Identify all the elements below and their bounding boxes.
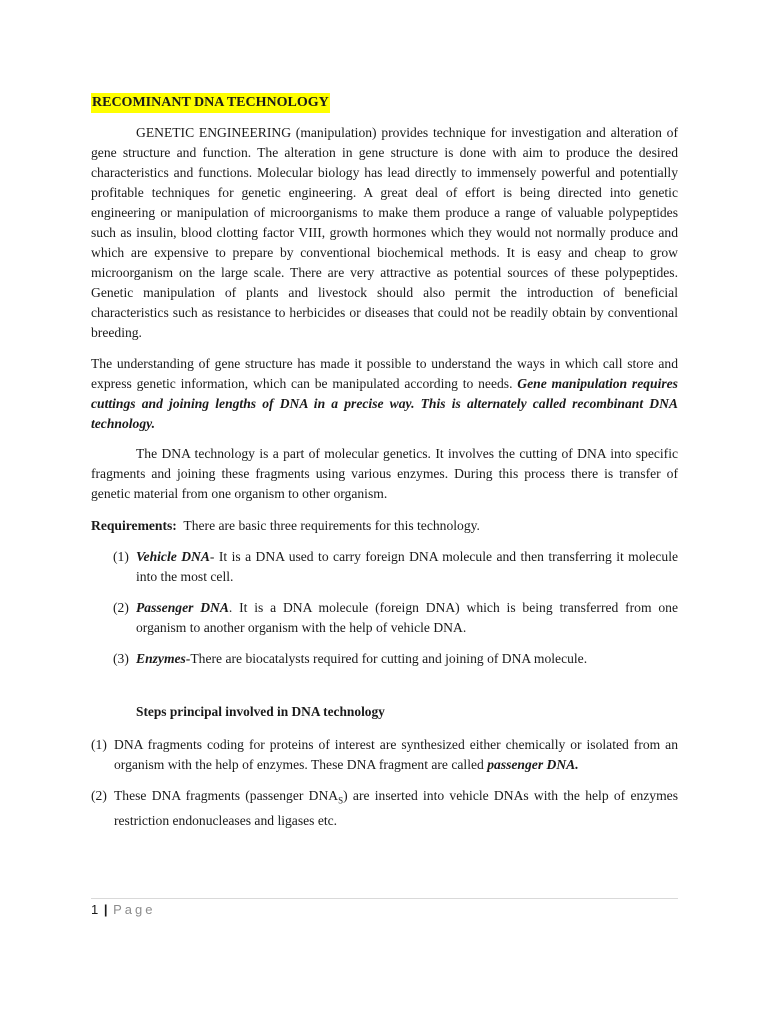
requirements-text: There are basic three requirements for this technology. [183,518,480,533]
requirements-label: Requirements: [91,518,177,533]
list-item-text [114,786,678,831]
term-vehicle-dna: Vehicle DNA [136,549,210,564]
document-body [91,92,678,842]
list-number: (3) [113,651,129,666]
steps-list [91,735,678,831]
intro-paragraph: GENETIC ENGINEERING (manipulation) provides technique for investigation and alteration of gene structure and function. The alteration in gene structure is done with aim to produce the desired characteristics and functions. Molecular biology has lead directly to immensely powerful and potentially profitable techniques for genetic engineering. A great deal of effort is being directed into genetic engineering or manipulation of microorganisms to make them produce a range of valuable polypeptides such as insulin, blood clotting factor VIII, growth hormones which they would not normally produce and which are expensive to prepare by conventional biochemical methods. It is easy and cheap to grow microorganism on the large scale. There are very attractive as potential sources of these polypeptides. Genetic manipulation of plants and livestock should also permit the introduction of beneficial characteristics such as resistance to herbicides or diseases that could not be readily obtain by conventional breeding. [91,125,678,340]
gene-structure-paragraph [91,354,678,434]
footer-separator: | [103,902,108,917]
list-number: (1) [113,549,129,564]
list-item-text [114,735,678,775]
subscript: S [338,795,344,806]
list-number: (2) [113,600,129,615]
list-item [113,547,678,587]
passenger-dna-emphasis: passenger DNA. [487,757,579,772]
gene-manipulation-emphasis: Gene manipulation requires cuttings and joining lengths of DNA in a precise way. This is alternately called recombinant DNA technology. [91,376,678,431]
requirements-line [91,516,678,536]
dna-technology-paragraph: The DNA technology is a part of molecular genetics. It involves the cutting of DNA into specific fragments and joining these fragments using various enzymes. During this process there is transfer of genetic material from one organism to other organism. [91,446,678,501]
page-footer [91,898,678,917]
step-text-continued: ) are inserted into vehicle DNAs with the help of enzymes restriction endonucleases and ligases etc. [114,788,678,828]
list-item-text [136,649,678,669]
term-description: . It is a DNA molecule (foreign DNA) which is being transferred from one organism to another organism with the help of vehicle DNA. [136,600,678,635]
list-number: (2) [91,788,107,803]
footer-text [91,902,678,917]
list-number: (1) [91,737,107,752]
footer-divider [91,898,678,899]
page-number: 1 [91,902,99,917]
steps-heading: Steps principal involved in DNA technology [136,704,385,719]
term-enzymes: Enzymes- [136,651,191,666]
list-item-text [136,547,678,587]
list-item [91,786,678,831]
requirements-list [113,547,678,669]
list-item [113,649,678,669]
term-description: There are biocatalysts required for cutting and joining of DNA molecule. [190,651,588,666]
step-text: DNA fragments coding for proteins of interest are synthesized either chemically or isolated from an organism with the help of enzymes. These DNA fragment are called [114,737,678,772]
term-description: - It is a DNA used to carry foreign DNA molecule and then transferring it molecule into the most cell. [136,549,678,584]
list-item [91,735,678,775]
document-title: RECOMINANT DNA TECHNOLOGY [91,93,330,113]
list-item-text [136,598,678,638]
page-label: Page [113,902,156,917]
gene-structure-text: The understanding of gene structure has made it possible to understand the ways in which call store and express genetic information, which can be manipulated according to needs. [91,356,678,391]
step-text: These DNA fragments (passenger DNA [114,788,339,803]
list-item [113,598,678,638]
term-passenger-dna: Passenger DNA [136,600,229,615]
